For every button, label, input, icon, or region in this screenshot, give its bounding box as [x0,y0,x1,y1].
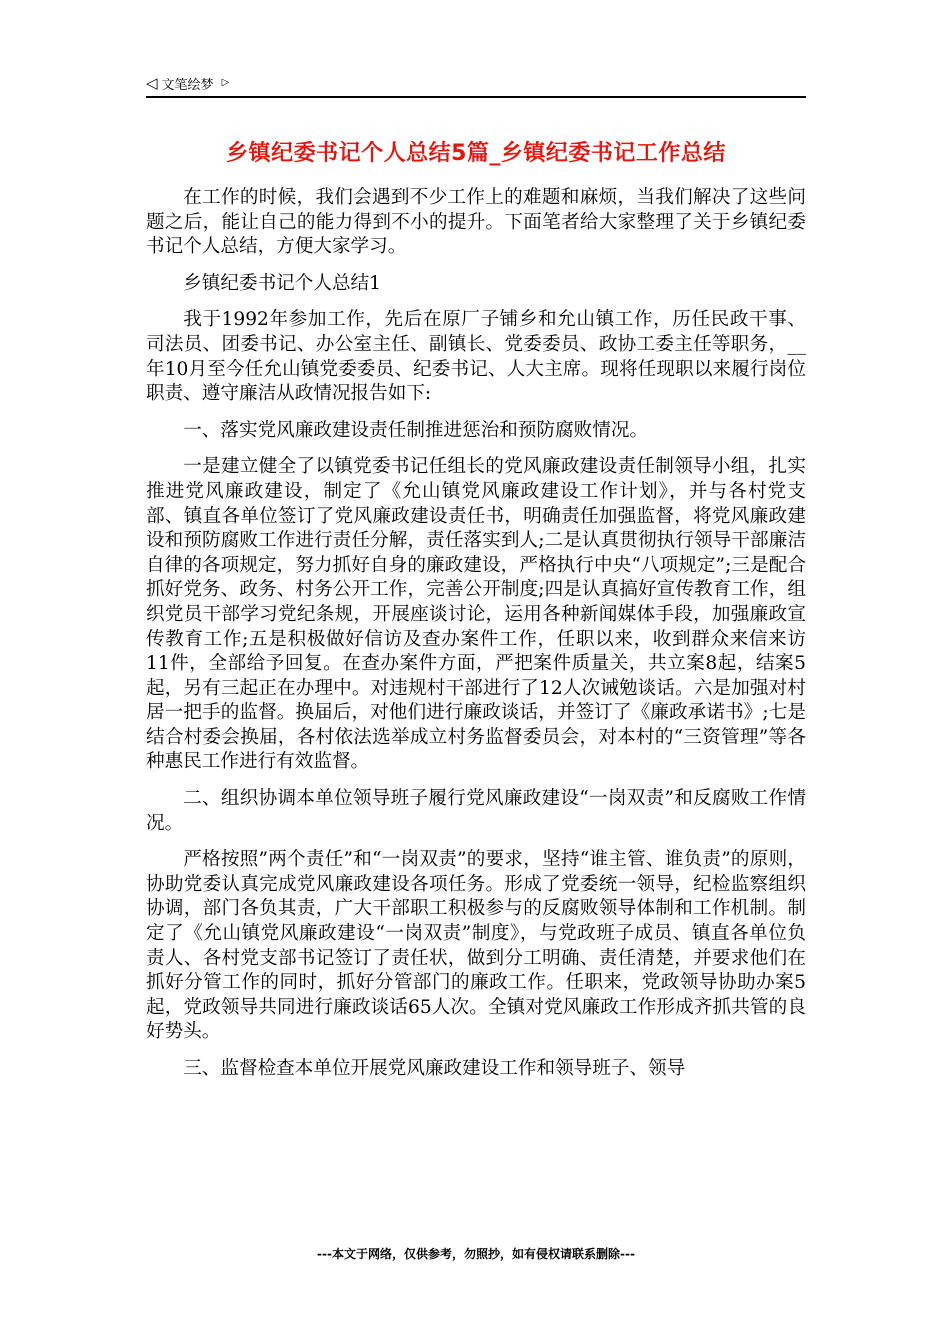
triangle-right-icon: ▷ [221,77,230,88]
section-heading: 乡镇纪委书记个人总结1 [183,272,381,294]
section-heading: 二、组织协调本单位领导班子履行党风廉政建设“一岗双责”和反腐败工作情况。 [146,788,806,834]
body-paragraph: 我于1992年参加工作，先后在原厂子铺乡和允山镇工作，历任民政干事、司法员、团委书记、办公室主任、副镇长、党委委员、政协工委主任等职务，__年10月至今任允山镇党委委员、纪委书记、人大主席。现将任现职以来履行岗位职责、遵守廉洁从政情况报告如下: [146,309,806,405]
document-body [146,186,806,1094]
intro-paragraph: 在工作的时候，我们会遇到不少工作上的难题和麻烦，当我们解决了这些问题之后，能让自己的能力得到不小的提升。下面笔者给大家整理了关于乡镇纪委书记个人总结，方便大家学习。 [146,187,806,258]
page-footer: ---本文于网络，仅供参考，勿照抄，如有侵权请联系删除--- [317,1247,635,1261]
section-heading: 一、落实党风廉政建设责任制推进惩治和预防腐败情况。 [183,419,649,441]
brand-name: 文笔绘梦 [161,77,214,93]
triangle-left-icon: ◁ [146,73,158,92]
document-title: 乡镇纪委书记个人总结5篇_乡镇纪委书记工作总结 [226,141,726,166]
body-paragraph: 严格按照”两个责任”和“一岗双责”的要求，坚持“谁主管、谁负责”的原则，协助党委认真完成党风廉政建设各项任务。形成了党委统一领导，纪检监察组织协调，部门各负其责，广大干部职工积极参与的反腐败领导体制和工作机制。制定了《允山镇党风廉政建设“一岗双责”制度》，与党政班子成员、镇直各单位负责人、各村党支部书记签订了责任状，做到分工明确、责任清楚，并要求他们在抓好分管工作的同时，抓好分管部门的廉政工作。任职来，党政领导协助办案5起，党政领导共同进行廉政谈话65人次。全镇对党风廉政工作形成齐抓共管的良好势头。 [146,849,806,1043]
section-heading: 三、监督检查本单位开展党风廉政建设工作和领导班子、领导 [183,1058,686,1079]
page-header [146,70,806,98]
body-paragraph: 一是建立健全了以镇党委书记任组长的党风廉政建设责任制领导小组，扎实推进党风廉政建设，制定了《允山镇党风廉政建设工作计划》，并与各村党支部、镇直各单位签订了党风廉政建设责任书，明确责任加强监督，将党风廉政建设和预防腐败工作进行责任分解，责任落实到人;二是认真贯彻执行领导干部廉洁自律的各项规定，努力抓好自身的廉政建设，严格执行中央“八项规定”;三是配合抓好党务、政务、村务公开工作，完善公开制度;四是认真搞好宣传教育工作，组织党员干部学习党纪条规，开展座谈讨论，运用各种新闻媒体手段，加强廉政宣传教育工作;五是积极做好信访及查办案件工作，任职以来，收到群众来信来访11件，全部给予回复。在查办案件方面，严把案件质量关，共立案8起，结案5起，另有三起正在办理中。对违规村干部进行了12人次诫勉谈话。六是加强对村居一把手的监督。换届后，对他们进行廉政谈话，并签订了《廉政承诺书》;七是结合村委会换届，各村依法选举成立村务监督委员会，对本村的“三资管理”等各种惠民工作进行有效监督。 [146,456,806,773]
